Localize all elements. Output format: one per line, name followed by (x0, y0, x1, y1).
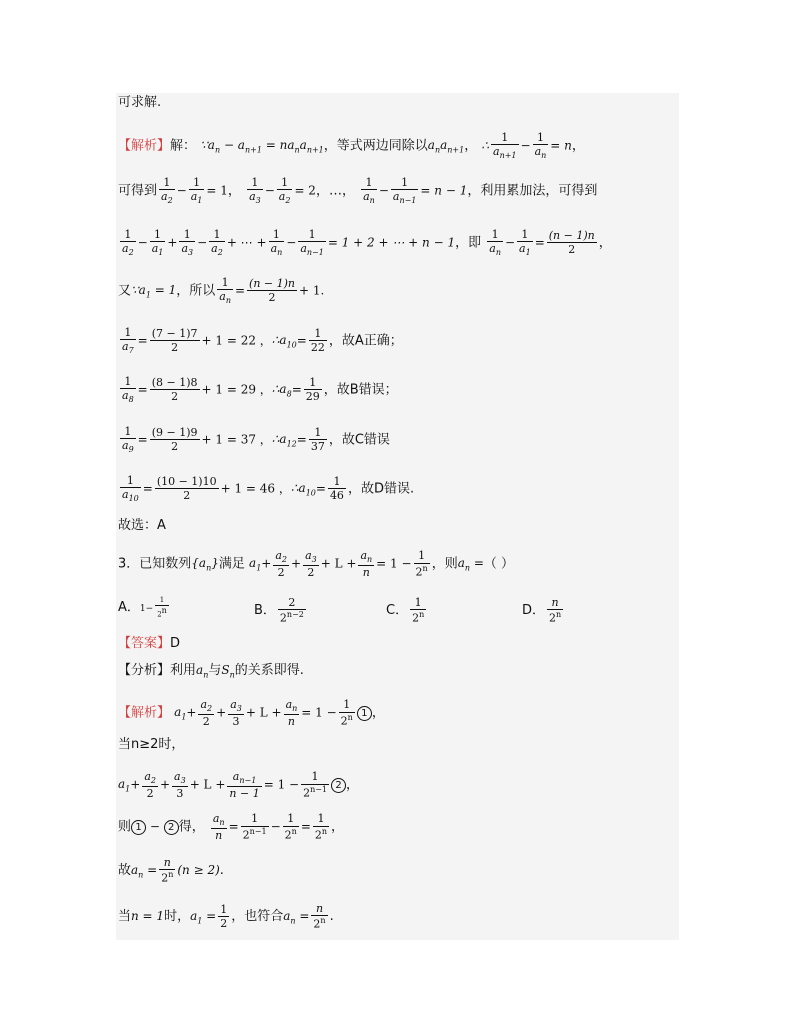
option-c[interactable]: C． $\frac{1}{2^n}$ (386, 596, 425, 625)
jiexi-tag: 【解析】 (118, 138, 171, 154)
answer-tag: 【答案】 (118, 636, 171, 651)
answer-line (118, 637, 180, 650)
check-c-line: $\frac{1}{a_9}$ = $\frac{(9 - 1)9}{2}$ + 1 = 37 ，$\therefore a_{12}=$ $\frac{1}{37}$ ，故C错误 (122, 425, 390, 455)
fenxi-line: 【分析】利用$a_n$与$S_n$的关系即得. (118, 663, 304, 680)
jiexi-line-4: 又$\because a_1 = 1$，所以 $\frac{1}{a_n}$ = $\frac{(n - 1)n}{2}$ + 1. (118, 276, 325, 306)
jiexi-line-2: 可得到 $\frac{1}{a_2}$ − $\frac{1}{a_1}$ = 1， $\frac{1}{a_3}$ − $\frac{1}{a_2}$ = 2，…， $\frac{1}{a_n}$ − $\frac{1}{a_{n-1}}$ = n − 1，利用累加法，可得到 (118, 176, 598, 206)
option-d[interactable]: D． $\frac{n}{2^n}$ (522, 596, 562, 625)
question-3: 3．已知数列$\{a_n\}$满足 $a_1+$ $\frac{a_2}{2}$ + $\frac{a_3}{2}$ + L + $\frac{a_n}{n}$ = 1 − $\frac{1}{2^n}$ ，则$a_n$ =（ ） (118, 549, 515, 579)
check-a-line: $\frac{1}{a_7}$ = $\frac{(7 - 1)7}{2}$ + 1 = 22 ，$\therefore a_{10}=$ $\frac{1}{22}$ ，故A正确； (122, 326, 403, 356)
jiexi3-line-1: 【解析】 $a_1+$ $\frac{a_2}{2}$ + $\frac{a_3}{3}$ + L + $\frac{a_n}{n}$ = 1 − $\frac{1}{2^n}$ 1 ， (118, 698, 385, 728)
jiexi3-line-2: 当n≥2时， (118, 737, 185, 752)
choose-text: 故选：A (118, 518, 166, 533)
option-a[interactable]: A．1− $\frac{1}{2^n}$ (118, 596, 167, 619)
jiexi3-line-5: 故$a_n$ = $\frac{n}{2^n}$ (n ≥ 2). (118, 856, 224, 885)
option-b[interactable]: B． $\frac{2}{2^{n-2}}$ (254, 596, 304, 625)
intro-text: 可求解. (118, 95, 162, 110)
jiexi-tag-2: 【解析】 (118, 705, 171, 721)
fenxi-tag: 【分析】 (118, 663, 171, 678)
answer-value: D (170, 636, 181, 651)
jiexi3-line-6: 当n = 1时，$a_1$ = $\frac{1}{2}$ ，也符合$a_n$ = $\frac{n}{2^n}$ . (118, 902, 334, 931)
jiexi3-line-3: $a_1+$ $\frac{a_2}{2}$ + $\frac{a_3}{3}$ + L + $\frac{a_{n-1}}{n - 1}$ = 1 − $\frac{1}{2^{n-1}}$ 2 ， (118, 770, 360, 800)
check-d-line: $\frac{1}{a_{10}}$ = $\frac{(10 - 1)10}{2}$ + 1 = 46 ，$\therefore a_{10}=$ $\frac{1}{46}$ ，故D错误. (122, 474, 415, 504)
check-b-line: $\frac{1}{a_8}$ = $\frac{(8 - 1)8}{2}$ + 1 = 29 ，$\therefore a_8=$ $\frac{1}{29}$ ，故B错误； (122, 375, 398, 405)
jiexi3-line-4: 则 1 − 2 得， $\frac{a_n}{n}$ = $\frac{1}{2^{n-1}}$ − $\frac{1}{2^n}$ = $\frac{1}{2^n}$ ， (118, 812, 345, 842)
jiexi-line-3: $\frac{1}{a_2}$ − $\frac{1}{a_1}$ + $\frac{1}{a_3}$ − $\frac{1}{a_2}$ + ⋯ + $\frac{1}{a_n}$ − $\frac{1}{a_{n-1}}$ = 1 + 2 + ⋯ + n − 1，即 $\frac{1}{a_n}$ − $\frac{1}{a_1}$ = $\frac{(n - 1)n}{2}$ ， (122, 228, 612, 258)
jiexi-line-1: 【解析】解： $\because a_n - a_{n+1} = na_na_{n+1}$，等式两边同除以$a_na_{n+1}$， ∴ $\frac{1}{a_{n+1}}$ − $\frac{1}{a_n}$ = n， (118, 131, 585, 161)
